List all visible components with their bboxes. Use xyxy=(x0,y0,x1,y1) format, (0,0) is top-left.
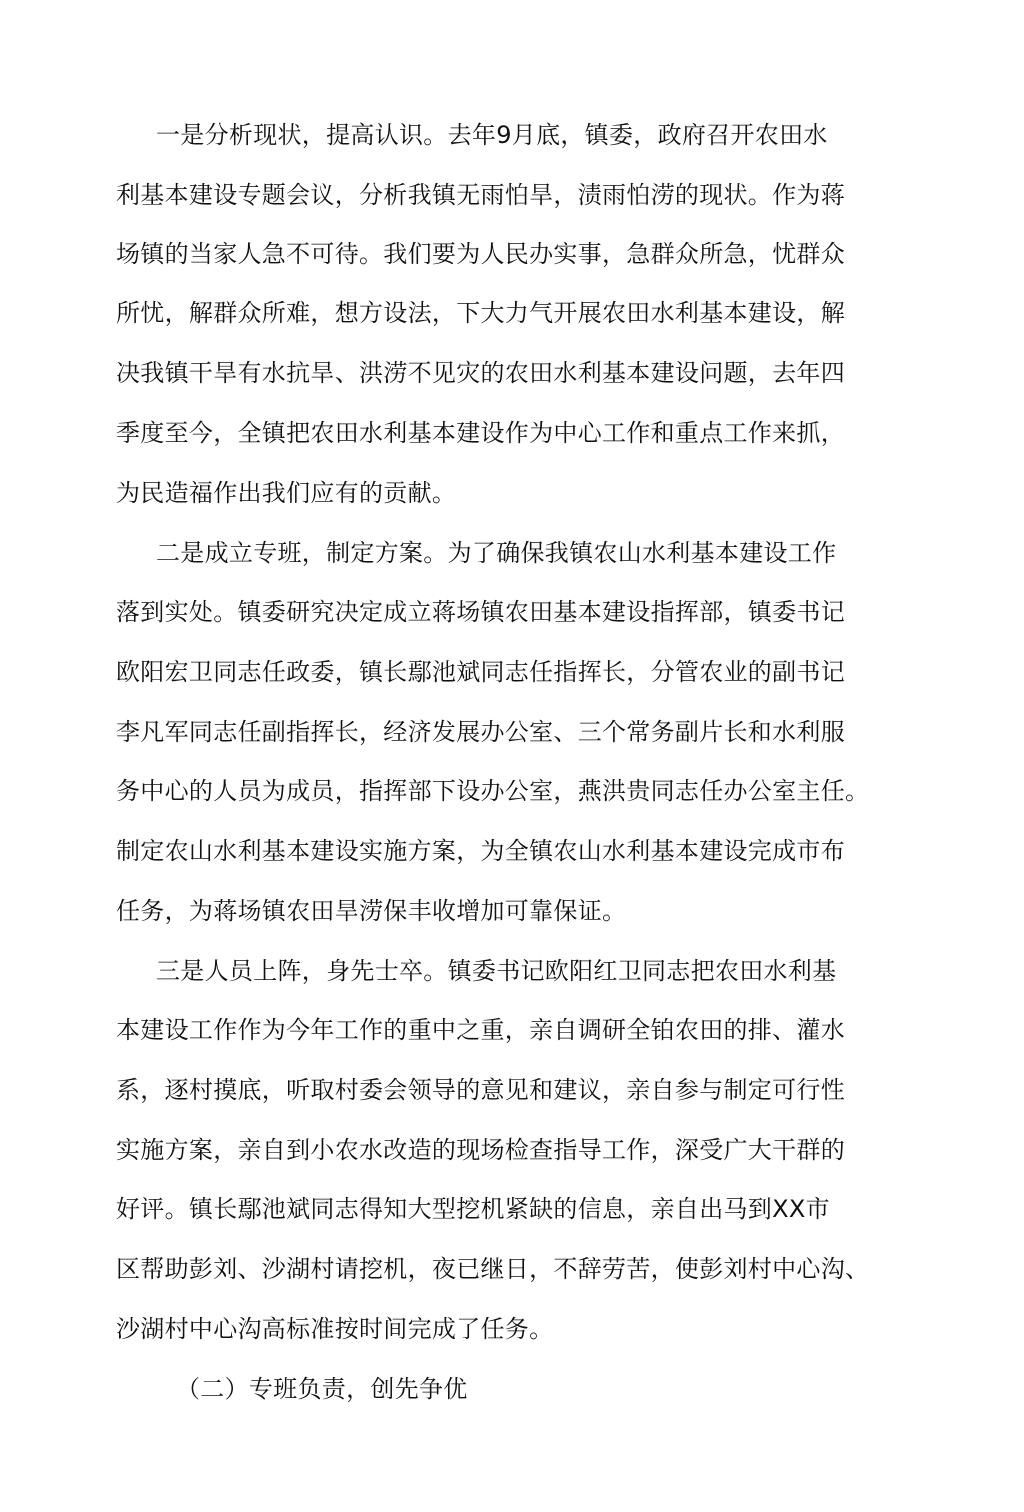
paragraph-3-line-3: 系，逐村摸底，听取村委会领导的意见和建议，亲自参与制定可行性 xyxy=(116,1076,845,1104)
paragraph-2-line-2: 落到实处。镇委研究决定成立蒋场镇农田基本建设指挥部，镇委书记 xyxy=(116,598,845,626)
paragraph-3-line-5: 好评。镇长鄢池斌同志得知大型挖机紧缺的信息，亲自出马到XX市 xyxy=(116,1195,830,1223)
paragraph-2-line-7: 任务，为蒋场镇农田旱涝保丰收增加可靠保证。 xyxy=(116,897,627,925)
paragraph-2-line-1: 二是成立专班，制定方案。为了确保我镇农山水利基本建设工作 xyxy=(156,539,837,567)
paragraph-1-line-3: 场镇的当家人急不可待。我们要为人民办实事，急群众所急，忧群众 xyxy=(116,240,845,268)
paragraph-3-line-7: 沙湖村中心沟高标准按时间完成了任务。 xyxy=(116,1315,554,1343)
paragraph-1-line-6: 季度至今，全镇把农田水利基本建设作为中心工作和重点工作来抓， xyxy=(116,419,845,447)
paragraph-3-line-2: 本建设工作作为今年工作的重中之重，亲自调研全铂农田的排、灌水 xyxy=(116,1016,845,1044)
paragraph-3-line-6: 区帮助彭刘、沙湖村请挖机，夜已继日，不辞劳苦，使彭刘村中心沟、 xyxy=(116,1255,870,1283)
section-heading: （二）专班负责，创先争优 xyxy=(176,1375,468,1403)
paragraph-2-line-5: 务中心的人员为成员，指挥部下设办公室，燕洪贵同志任办公室主任。 xyxy=(116,777,870,805)
paragraph-2-line-4: 李凡军同志任副指挥长，经济发展办公室、三个常务副片长和水利服 xyxy=(116,718,845,746)
paragraph-1-line-4: 所忧，解群众所难，想方设法，下大力气开展农田水利基本建设，解 xyxy=(116,299,845,327)
paragraph-2-line-3: 欧阳宏卫同志任政委，镇长鄢池斌同志任指挥长，分管农业的副书记 xyxy=(116,658,845,686)
paragraph-1-line-1: 一是分析现状，提高认识。去年9月底，镇委，政府召开农田水 xyxy=(156,121,828,149)
paragraph-3-line-1: 三是人员上阵，身先士卒。镇委书记欧阳红卫同志把农田水利基 xyxy=(156,957,837,985)
paragraph-1-line-2: 利基本建设专题会议，分析我镇无雨怕旱，渍雨怕涝的现状。作为蒋 xyxy=(116,181,845,209)
paragraph-3-line-4: 实施方案，亲自到小农水改造的现场检查指导工作，深受广大干群的 xyxy=(116,1136,845,1164)
paragraph-1-line-7: 为民造福作出我们应有的贡献。 xyxy=(116,479,457,507)
paragraph-1-line-5: 决我镇干旱有水抗旱、洪涝不见灾的农田水利基本建设问题，去年四 xyxy=(116,359,845,387)
paragraph-2-line-6: 制定农山水利基本建设实施方案，为全镇农山水利基本建设完成市布 xyxy=(116,837,845,865)
